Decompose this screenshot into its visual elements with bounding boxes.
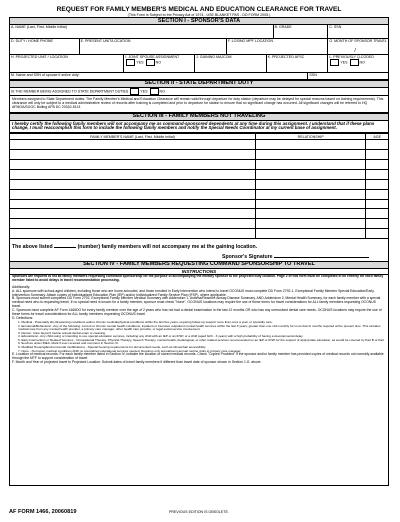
age-cell[interactable] [366,199,389,209]
table-row [10,199,389,209]
definition-item: 6. Modified Housing/Environmental modifications - Special housing requirements for documented needs, such as wheelchair accessibility. [18,345,207,349]
table-row [10,159,389,169]
spouse-label: M. Name and SSN of spouse if active duty: [11,73,80,78]
definition-item: 4. Educational - Any child using or intending to use special education services, including any child with an IEP or an IFSP, or a child (aged birth - 3 years) with a high probability of having a developmental delay. [18,334,304,339]
section-3-header: SECTION III - FAMILY MEMBERS NOT TRAVELING [9,113,389,121]
form-id: AF FORM 1466, 20060819 [9,509,77,515]
previous-edition-note: PREVIOUS EDITION IS OBSOLETE. [169,510,229,514]
grade-field[interactable] [274,25,329,38]
state-yes-checkbox[interactable] [130,88,139,95]
sponsor-signature-field[interactable] [274,257,369,258]
privacy-notice: (This Form is Subject to the Privacy Act of 1974 - USE BLANKET PAS - DD FORM 2005.) [127,13,271,17]
relationship-cell[interactable] [255,140,365,150]
table-row [10,229,389,239]
joint-spouse-no-label: NO [155,60,161,65]
member-name-cell[interactable] [10,159,256,169]
instruction-paragraph: D. Definitions: [12,316,34,321]
age-cell[interactable] [366,229,389,239]
previously-coded-yes-checkbox[interactable] [330,59,339,66]
state-yes-label: YES [140,89,148,94]
instructions-after [10,353,388,365]
definition-item: 5. Early Intervention or Related Services - Occupational Therapy, Physical Therapy, Speech Therapy, mental health, Audiological, or other related services recommended on an IEP or IFSP for the support of appropriate education, as would be covered by Part B or Part C Services under IDEA. Mark if ever received and comment in Section VI. [18,337,385,346]
relationship-cell[interactable] [255,169,365,179]
gaining-majcom-field[interactable] [195,55,267,72]
state-question: IS THE MEMBER BEING ASSIGNED TO STATE DEPARTMENT DUTIES [11,89,129,94]
sponsor-signature-label: Sponsor's Signature [222,254,273,261]
table-row [10,140,389,150]
definition-item: 3. Dental - Care beyond routine annual dental exam or cleaning. [18,330,106,335]
above-listed-block [9,239,389,261]
name-label: A. NAME [11,25,26,30]
member-name-cell[interactable] [10,209,256,219]
joint-spouse-field [124,55,195,72]
month-travel-field[interactable] [328,39,388,54]
age-cell[interactable] [366,179,389,189]
col-name-label: FAMILY MEMBER'S NAME [90,134,134,139]
section-2-header: SECTION II - STATE DEPARTMENT DUTY [9,80,389,88]
above-listed-label: The above listed [12,244,53,251]
projected-afsc-field[interactable] [267,55,329,72]
joint-spouse-yes-checkbox[interactable] [126,59,135,66]
table-row [10,209,389,219]
table-row [10,169,389,179]
member-name-cell[interactable] [10,150,256,160]
section-4-body [9,269,389,485]
definition-item: 2. Emotional/Behavioral - Any of the following: current or chronic mental health conditions; inpatient or intensive outpatient mental health services within the last 5 years; greater than one visit monthly for more than 6 months required at the present time. This includes medical care from any mental health provider, a primary care manager, other health care provider, or legal social service involvement. [18,323,381,332]
spouse-ssn-field[interactable] [308,73,388,79]
present-unit-label: E. PRESENT UNIT/LOCATION [80,39,131,44]
previously-coded-field [328,55,388,72]
number-field[interactable] [54,247,76,248]
member-name-cell[interactable] [10,140,256,150]
age-cell[interactable] [366,159,389,169]
state-question-cell [10,88,388,95]
projected-unit-label: H. PROJECTED UNIT / LOCATION [11,55,68,60]
instruction-paragraph: C. Sponsors must complete AF Form 1466DO for every family member over the age of 2 years who has not had a dental examination in the last 12 months OR who has any unresolved dental care needs. OCONUS locations may require the use of these forms for travel considerations for ALL family members requesting OCONUS travel. [12,308,382,317]
instructions-text [10,275,388,321]
ssn-label: C. SSN [329,25,342,30]
state-no-checkbox[interactable] [150,88,159,95]
month-travel-label: G. MONTH OF SPONSOR TRAVEL [329,39,387,44]
family-members-table [9,133,389,239]
previously-coded-no-label: NO [359,60,365,65]
relationship-cell[interactable] [255,159,365,169]
state-no-label: NO [159,89,165,94]
section-1-header: SECTION I - SPONSOR'S DATA [9,17,389,25]
joint-spouse-yes-label: YES [136,60,144,65]
name-hint: (Last, First, Middle Initial) [26,25,67,30]
previously-coded-yes-label: YES [340,60,348,65]
table-row [10,189,389,199]
instruction-paragraph: E. Location of medical records: For each family member listed in Section IV, indicate the location of stored medical records. Check "Copies Provided" if the sponsor and/or family member has provided copies of medical records not normally available through the MTF to support consideration of travel. [12,352,384,361]
relationship-cell[interactable] [255,189,365,199]
spouse-name-field[interactable] [10,73,308,79]
relationship-cell[interactable] [255,199,365,209]
row-projected [9,55,389,73]
row-name-grade-ssn [9,25,389,39]
col-name-hint: (Last, First, Middle Initial) [134,134,175,139]
row-spouse [9,73,389,80]
table-row [10,219,389,229]
member-name-cell[interactable] [10,169,256,179]
relationship-cell[interactable] [255,179,365,189]
instruction-paragraph: F. Month and Year of projected travel to Projected Location: Submit dates of travel family members if different than travel date of sponsor shown in Section 1.G. above. [12,360,262,364]
age-cell[interactable] [366,209,389,219]
above-listed-line [12,244,257,250]
relationship-cell[interactable] [255,219,365,229]
member-name-cell[interactable] [10,189,256,199]
relationship-cell[interactable] [255,150,365,160]
instruction-paragraph: A. ALL sponsors with school-aged children, including those who are home-schooled, and those enrolled in Early Intervention who intend to travel OCONUS must complete DD Form 2792-1, Exceptional Family Member Special Education/Early Intervention Summary. Attach copies of Individualized Education Plan (IEP) and/or Individualized Family Service Plan (IFSP), where applicable. [12,288,374,297]
member-name-cell[interactable] [10,219,256,229]
col-age-header: AGE [366,134,389,140]
col-relationship-header: RELATIONSHIP [255,134,365,140]
certification-text: I hereby certify the following family members will not accompany me as command-sponsored dependents at any time during this assignment. I understand that if these plans change, I must reaccomplish this form to include the following family members and notify the Special Needs Coordinator at my current base of assignment. [9,121,389,134]
definition-item: 7. None - No known medical conditions AND no specialized educational services needed. Requires only annual/semi-annual routine visits to primary care manager. [18,348,242,353]
name-field[interactable] [10,25,274,38]
form-footer [9,509,389,515]
age-cell[interactable] [366,169,389,179]
member-name-cell[interactable] [10,179,256,189]
instructions-heading: INSTRUCTIONS [10,269,388,275]
losing-mpf-label: F. LOSING MPF LOCATION [227,39,273,44]
age-cell[interactable] [366,150,389,160]
instructions-intro: Sponsors are required to list all family members requesting command sponsorship for the purpose of accompanying the military sponsor to the projected duty location. Page 2 of this form must be completed in its entirety for each family member listed to avoid delays in travel recommendation processing. [12,273,384,282]
projected-afsc-label: K. PROJECTED AFSC [267,55,305,60]
row-state-question [9,88,389,96]
age-cell[interactable] [366,140,389,150]
table-row [10,179,389,189]
form-page [9,6,389,486]
table-row [10,150,389,160]
joint-spouse-label: I. JOINT SPOUSE ASSIGNMENT [125,55,180,60]
form-title: REQUEST FOR FAMILY MEMBER'S MEDICAL AND EDUCATION CLEARANCE FOR TRAVEL [56,6,342,13]
instruction-paragraph: B. Sponsors must submit completed DD Form 2792, Exceptional Family Member Medical Summary with Addendum 1, Asthma/Reactive Airway Disease Summary, AND Addendum 2, Mental Health Summary, for each family member with a special medical need who is requesting travel. If no special need is known for a family member, sponsor must check "None". OCONUS locations may require the use of these forms for travel considerations for ALL family members requesting OCONUS travel. [12,296,381,309]
additionally-label: Additionally: [12,284,31,289]
age-cell[interactable] [366,219,389,229]
member-name-cell[interactable] [10,199,256,209]
joint-spouse-no-checkbox[interactable] [146,59,155,66]
member-name-cell[interactable] [10,229,256,239]
age-cell[interactable] [366,189,389,199]
relationship-cell[interactable] [255,209,365,219]
state-duty-text: Members assigned to State Department duties: The Family Member's Medical and Education Clearance will remain valid through departure for duty station (departure may be delayed for special reasons based on training requirements). This clearance will only be subject to a medical administrative review of records after training is completed and prior to departure for station to ensure that no significant change has occurred. All significant changes will be referred to HQ AFMOA/SGOC Bolling AFB DC 20332-5113. [9,96,389,113]
signature-line [222,254,369,260]
row-phone-unit [9,39,389,55]
number-text: (number) family members will not accompany me at the gaining location. [77,244,258,251]
month-slash: / [354,48,356,55]
section-4-header: SECTION IV - FAMILY MEMBERS REQUESTING COMMAND SPONSORSHIP TO TRAVEL [9,261,389,269]
losing-mpf-field[interactable] [227,39,328,54]
spouse-ssn-label: SSN [309,73,317,78]
ssn-field[interactable] [328,25,388,38]
grade-label: B. GRADE [274,25,292,30]
gaining-majcom-label: J. GAINING MAJCOM [196,55,232,60]
present-unit-field[interactable] [80,39,227,54]
previously-coded-no-checkbox[interactable] [350,59,359,66]
duty-phone-field[interactable] [10,39,80,54]
previously-coded-label: L. PREVIOUSLY Q-CODED [329,55,374,60]
projected-unit-field[interactable] [10,55,124,72]
definition-item: 1. Medical - Potentially life-threatening conditions and/or chronic medical/physical conditions within the last five years, requiring follow-up support more than once a year, or specialty care. [18,320,273,325]
duty-phone-label: D. DUTY / HOME PHONE [11,39,53,44]
bottom-rule [9,485,389,486]
definitions-list [10,321,388,353]
relationship-cell[interactable] [255,229,365,239]
